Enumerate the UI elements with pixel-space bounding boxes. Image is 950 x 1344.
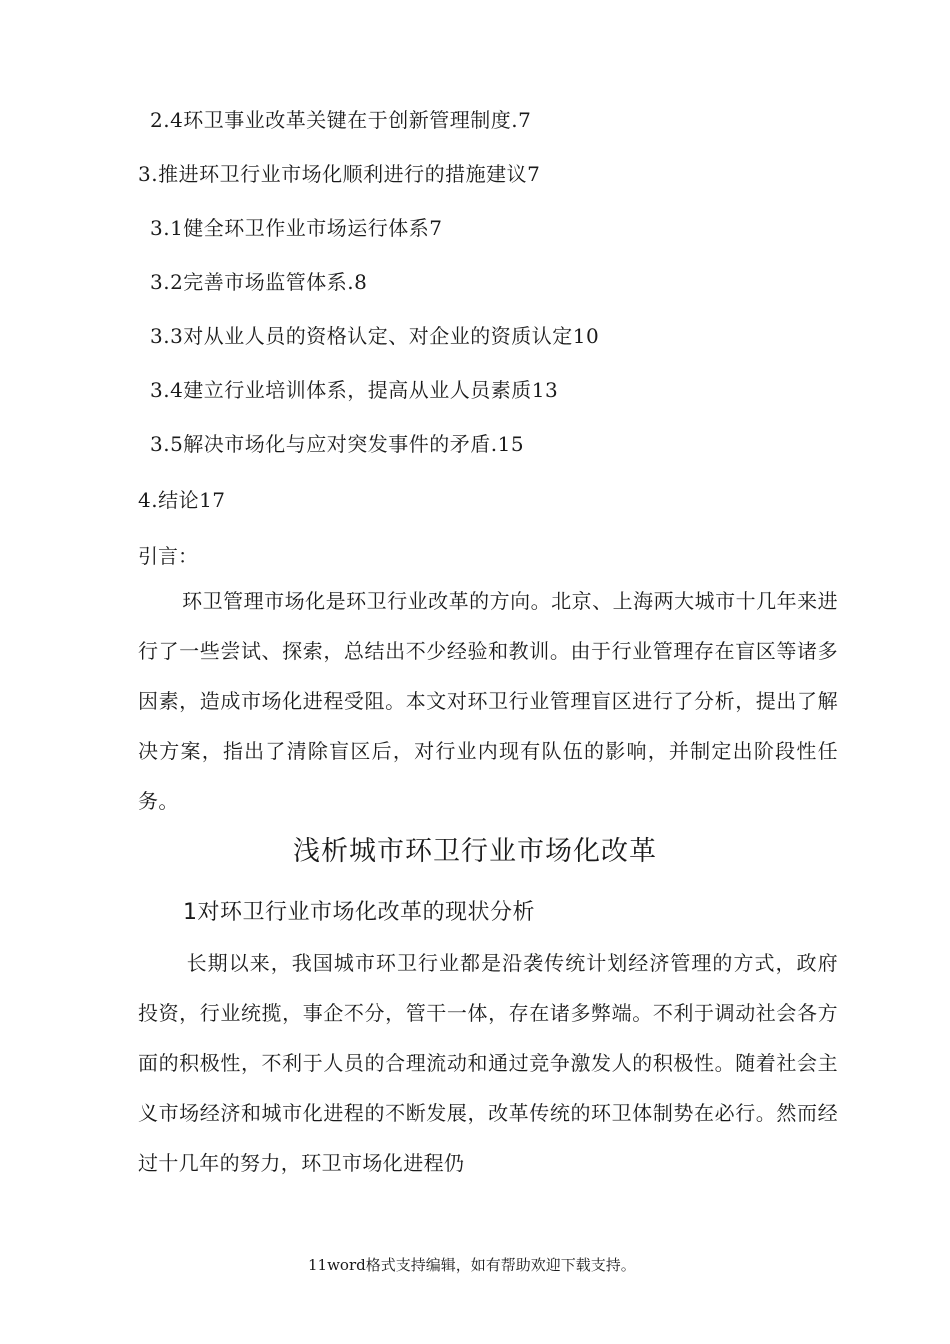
- section-1-heading: 1对环卫行业市场化改革的现状分析: [183, 900, 535, 925]
- section-1-text: 长期以来，我国城市环卫行业都是沿袭传统计划经济管理的方式，政府投资，行业统揽，事企不分，管干一体，存在诸多弊端。不利于调动社会各方面的积极性，不利于人员的合理流动和通过竞争激发人的积极性。随着社会主义市场经济和城市化进程的不断发展，改革传统的环卫体制势在必行。然而经过十几年的努力，环卫市场化进程仍: [138, 951, 838, 1175]
- intro-label: 引言：: [138, 544, 198, 568]
- intro-paragraph: [138, 576, 838, 826]
- toc-entry-3-3: 3.3对从业人员的资格认定、对企业的资质认定10: [150, 324, 600, 348]
- toc-entry-3-5: 3.5解决市场化与应对突发事件的矛盾.15: [150, 432, 525, 456]
- toc-entry-3-4: 3.4建立行业培训体系，提高从业人员素质13: [150, 378, 559, 402]
- intro-text: 环卫管理市场化是环卫行业改革的方向。北京、上海两大城市十几年来进行了一些尝试、探索，总结出不少经验和教训。由于行业管理存在盲区等诸多因素，造成市场化进程受阻。本文对环卫行业管理盲区进行了分析，提出了解决方案，指出了清除盲区后，对行业内现有队伍的影响，并制定出阶段性任务。: [138, 589, 838, 813]
- toc-entry-4: 4.结论17: [138, 488, 226, 512]
- section-1-paragraph: [138, 938, 838, 1188]
- toc-entry-2-4: 2.4环卫事业改革关键在于创新管理制度.7: [150, 108, 532, 132]
- toc-entry-3: 3.推进环卫行业市场化顺利进行的措施建议7: [138, 162, 541, 186]
- toc-entry-3-2: 3.2完善市场监管体系.8: [150, 270, 368, 294]
- document-title: 浅析城市环卫行业市场化改革: [293, 836, 657, 867]
- page-footer: 11word格式支持编辑，如有帮助欢迎下载支持。: [308, 1256, 636, 1274]
- toc-entry-3-1: 3.1健全环卫作业市场运行体系7: [150, 216, 443, 240]
